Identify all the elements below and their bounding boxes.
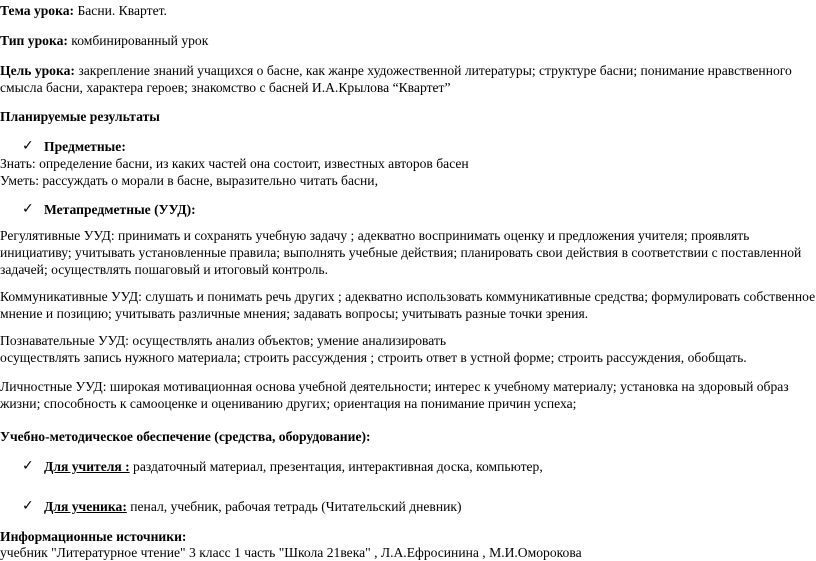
check-icon: ✓ [22,498,34,514]
communicative-line: Коммуникативные УУД: слушать и понимать речь других ; адекватно использовать коммуникативные средства; формулировать собственное [0,289,816,304]
check-icon: ✓ [22,458,34,474]
subject-results-heading: Предметные: [44,139,126,154]
lesson-goal-label: Цель урока: [0,63,75,78]
teacher-label: Для учителя : [44,459,130,474]
personal-uud [0,378,812,412]
lesson-type-label: Тип урока: [0,33,68,48]
personal-line: Личностные УУД: широкая мотивационная основа учебной деятельности; интерес к учебному материалу; установка на здоровый образ [0,379,789,394]
lesson-goal-text-1: закрепление знаний учащихся о басне, как жанре художественной литературы; структуре басни; понимание нравственного [74,63,792,78]
lesson-type-value: комбинированный урок [67,33,209,48]
subject-able: Уметь: рассуждать о морали в басне, выразительно читать басни, [0,173,378,188]
lesson-topic [0,2,167,19]
planned-results-heading: Планируемые результаты [0,109,160,124]
student-value: пенал, учебник, рабочая тетрадь (Читательский дневник) [126,499,462,514]
meta-results-heading: Метапредметные (УУД): [44,202,196,217]
cognitive-line: осуществлять запись нужного материала; строить рассуждения ; строить ответ в устной форме; строить рассуждения, обобщать. [0,350,747,365]
communicative-uud [0,288,816,322]
regulative-line: задачей; осуществлять пошаговый и итоговый контроль. [0,262,329,277]
regulative-uud [0,227,812,278]
support-student [44,498,462,515]
check-icon: ✓ [22,138,34,154]
teacher-value: раздаточный материал, презентация, интерактивная доска, компьютер, [129,459,543,474]
communicative-line: мнение и позицию; учитывать различные мнения; задавать вопросы; учитывать разные точки зрения. [0,306,589,321]
regulative-line: инициативу; учитывать установленные правила; выполнять учебные действия; планировать свои действия в соответствии с поставленной [0,245,802,260]
support-teacher [44,458,543,475]
lesson-goal-line-1 [0,62,792,79]
personal-line: жизни; способность к самооценке и оцениванию других; ориентация на понимание причин успеха; [0,396,577,411]
subject-know: Знать: определение басни, из каких частей она состоит, известных авторов басен [0,156,469,171]
lesson-goal-line-2: смысла басни, характера героев; знакомство с басней И.А.Крылова “Квартет” [0,80,451,95]
cognitive-uud [0,332,812,366]
regulative-line: Регулятивные УУД: принимать и сохранять учебную задачу ; адекватно воспринимать оценку и предложения учителя; проявлять [0,228,750,243]
sources-heading: Информационные источники: [0,529,187,544]
student-label: Для ученика: [44,499,127,514]
lesson-topic-label: Тема урока: [0,3,75,18]
lesson-type [0,32,208,49]
support-heading: Учебно-методическое обеспечение (средства, оборудование): [0,429,371,444]
check-icon: ✓ [22,201,34,217]
lesson-topic-value: Басни. Квартет. [74,3,167,18]
sources-line-1: учебник "Литературное чтение" 3 класс 1 часть "Школа 21века" , Л.А.Ефросинина , М.И.Оморокова [0,545,582,560]
cognitive-line: Познавательные УУД: осуществлять анализ объектов; умение анализировать [0,333,447,348]
